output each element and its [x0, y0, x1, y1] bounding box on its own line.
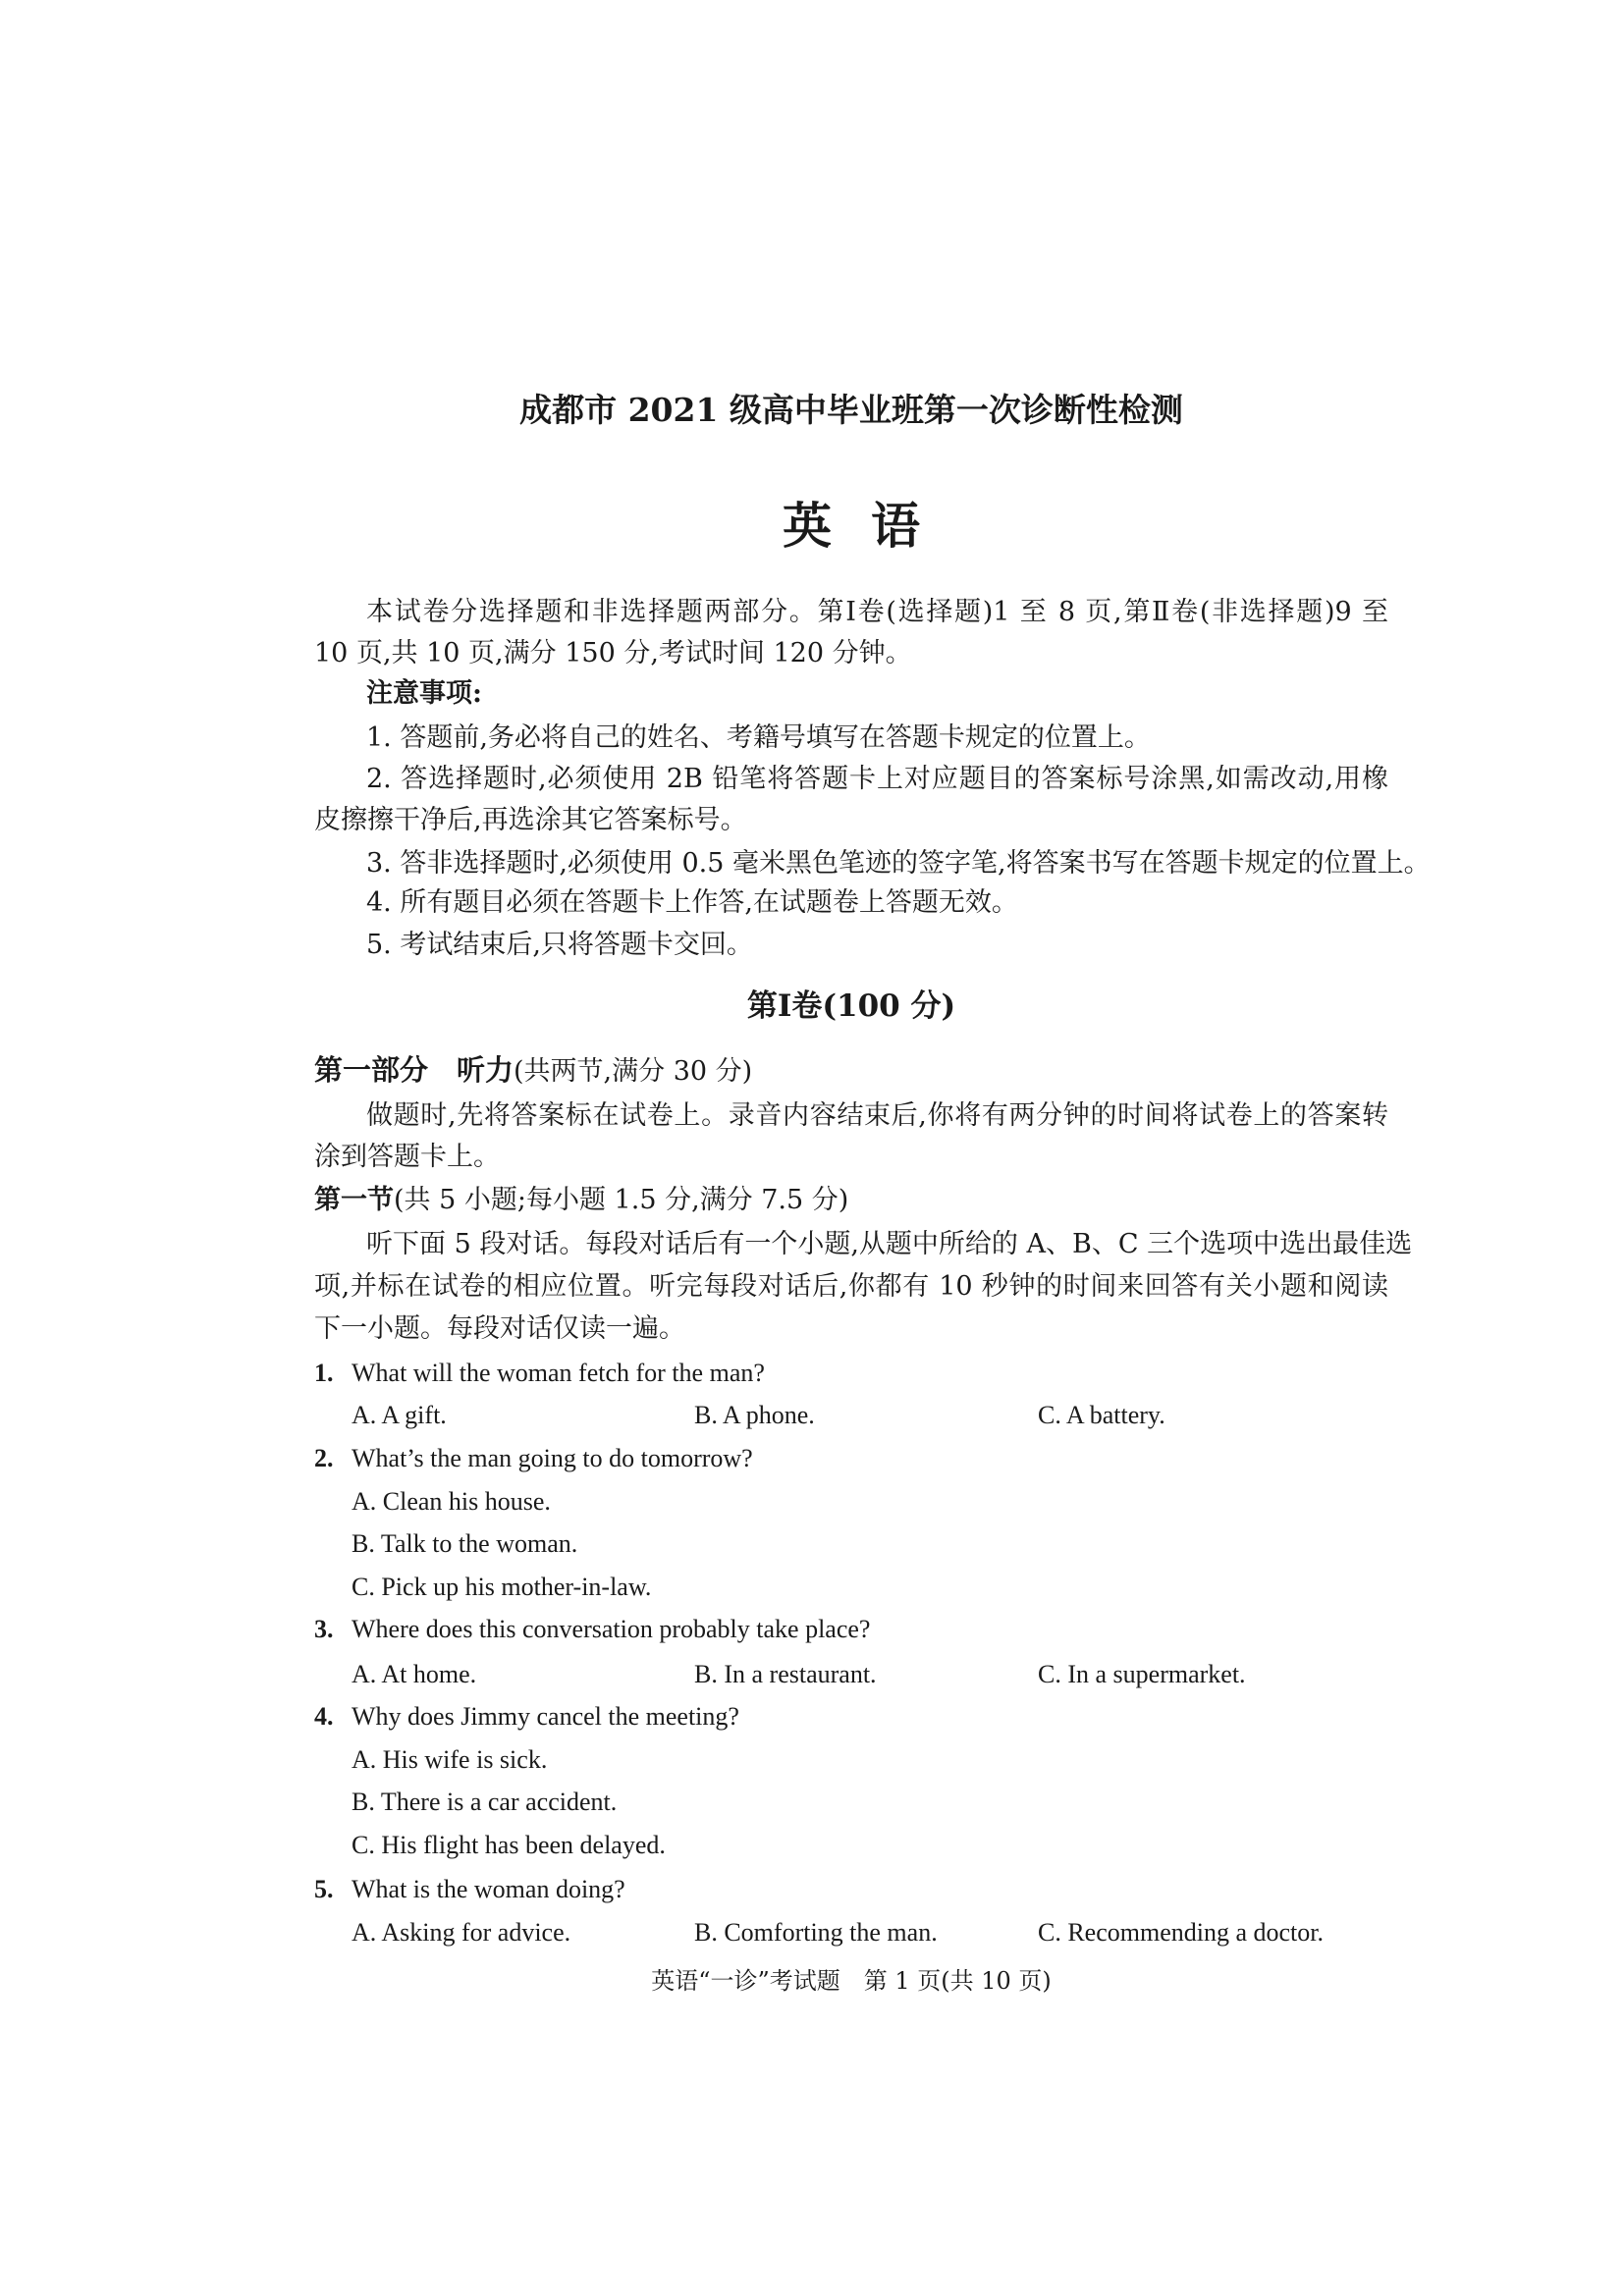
option-a[interactable]: A. Clean his house.	[352, 1487, 551, 1516]
part-instruction: 涂到答题卡上。	[314, 1142, 500, 1172]
question-number: 3.	[314, 1615, 334, 1643]
notice-item: 4. 所有题目必须在答题卡上作答,在试题卷上答题无效。	[366, 887, 1018, 918]
question-number: 1.	[314, 1359, 334, 1387]
page-footer: 英语“一诊”考试题 第 1 页(共 10 页)	[651, 1967, 1052, 1995]
question-text: What is the woman doing?	[352, 1875, 625, 1903]
option-b[interactable]: B. A phone.	[694, 1401, 815, 1429]
question-text: Why does Jimmy cancel the meeting?	[352, 1702, 739, 1731]
option-a[interactable]: A. At home.	[352, 1660, 477, 1688]
section-instruction: 听下面 5 段对话。每段对话后有一个小题,从题中所给的 A、B、C 三个选项中选出最佳选	[366, 1229, 1413, 1259]
option-a[interactable]: A. Asking for advice.	[352, 1918, 571, 1947]
exam-title: 成都市 2021 级高中毕业班第一次诊断性检测	[519, 391, 1183, 429]
intro-line: 本试卷分选择题和非选择题两部分。第Ⅰ卷(选择题)1 至 8 页,第Ⅱ卷(非选择题)9 至	[366, 597, 1388, 627]
subject-title: 英语	[783, 497, 959, 555]
part-heading-rest: (共两节,满分 30 分)	[514, 1056, 753, 1087]
question-text: Where does this conversation probably take place?	[352, 1615, 871, 1643]
question-number: 2.	[314, 1444, 334, 1472]
option-a[interactable]: A. A gift.	[352, 1401, 447, 1429]
notice-item: 2. 答选择题时,必须使用 2B 铅笔将答题卡上对应题目的答案标号涂黑,如需改动,用橡	[366, 764, 1388, 794]
option-c[interactable]: C. Recommending a doctor.	[1038, 1918, 1325, 1947]
option-a[interactable]: A. His wife is sick.	[352, 1745, 548, 1774]
option-b[interactable]: B. There is a car accident.	[352, 1788, 618, 1816]
option-b[interactable]: B. Comforting the man.	[694, 1918, 938, 1947]
section-heading-bold: 第一节	[314, 1185, 394, 1215]
option-c[interactable]: C. Pick up his mother-in-law.	[352, 1573, 652, 1601]
option-c[interactable]: C. His flight has been delayed.	[352, 1831, 666, 1859]
part-heading-bold: 第一部分 听力	[314, 1053, 514, 1087]
question-number: 5.	[314, 1875, 334, 1903]
intro-line: 10 页,共 10 页,满分 150 分,考试时间 120 分钟。	[314, 638, 912, 668]
question-text: What’s the man going to do tomorrow?	[352, 1444, 753, 1472]
notice-item: 1. 答题前,务必将自己的姓名、考籍号填写在答题卡规定的位置上。	[366, 722, 1151, 753]
notice-heading: 注意事项:	[366, 678, 482, 709]
section-heading-rest: (共 5 小题;每小题 1.5 分,满分 7.5 分)	[394, 1185, 849, 1215]
volume-heading: 第Ⅰ卷(100 分)	[746, 988, 956, 1024]
section-instruction: 项,并标在试卷的相应位置。听完每段对话后,你都有 10 秒钟的时间来回答有关小题和阅读	[314, 1271, 1388, 1302]
option-c[interactable]: C. A battery.	[1038, 1401, 1165, 1429]
question-text: What will the woman fetch for the man?	[352, 1359, 765, 1387]
section-heading	[314, 1183, 1388, 1218]
option-c[interactable]: C. In a supermarket.	[1038, 1660, 1246, 1688]
part-heading	[314, 1052, 1388, 1090]
section-instruction: 下一小题。每段对话仅读一遍。	[314, 1313, 685, 1344]
part-instruction: 做题时,先将答案标在试卷上。录音内容结束后,你将有两分钟的时间将试卷上的答案转	[366, 1100, 1388, 1131]
question-number: 4.	[314, 1702, 334, 1731]
notice-item-cont: 皮擦擦干净后,再选涂其它答案标号。	[314, 805, 747, 835]
option-b[interactable]: B. In a restaurant.	[694, 1660, 877, 1688]
option-b[interactable]: B. Talk to the woman.	[352, 1529, 578, 1558]
notice-item: 3. 答非选择题时,必须使用 0.5 毫米黑色笔迹的签字笔,将答案书写在答题卡规定的位置上。	[366, 848, 1431, 879]
notice-item: 5. 考试结束后,只将答题卡交回。	[366, 930, 753, 960]
